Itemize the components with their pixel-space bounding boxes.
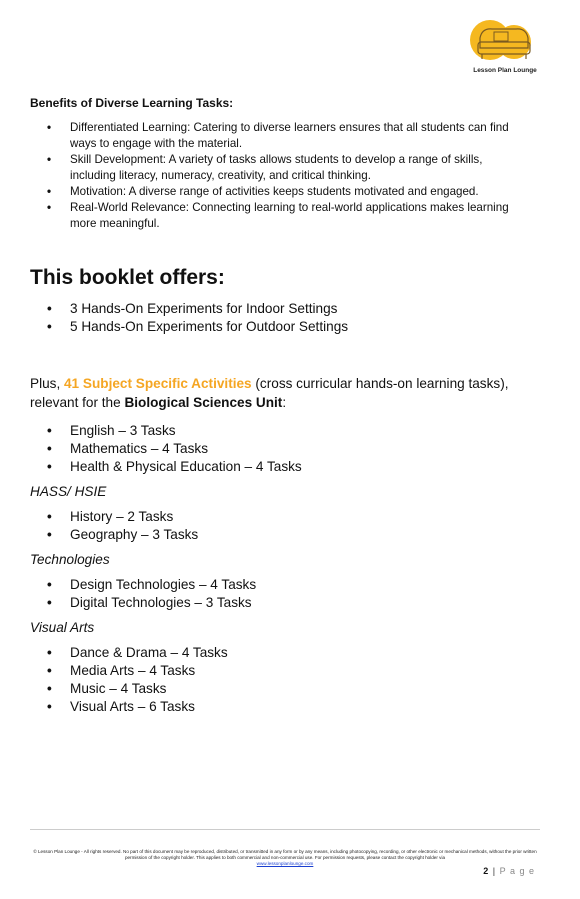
booklet-heading: This booklet offers: [30,266,225,289]
list-item: • English – 3 Tasks [30,422,530,440]
list-item: • Geography – 3 Tasks [30,526,530,544]
list-item: • Health & Physical Education – 4 Tasks [30,458,530,476]
list-item: • Design Technologies – 4 Tasks [30,576,530,594]
visual-arts-label: Visual Arts [30,620,95,635]
list-item: • Digital Technologies – 3 Tasks [30,594,530,612]
list-item: • 5 Hands-On Experiments for Outdoor Settings [30,318,530,336]
unit-name: Biological Sciences Unit [124,395,283,410]
plus-paragraph [30,374,530,412]
core-subjects-list [30,422,530,476]
page-content [30,96,530,716]
list-item: • Real-World Relevance: Connecting learning to real-world applications makes learning more meaningful. [30,200,530,232]
list-item: • Mathematics – 4 Tasks [30,440,530,458]
list-item: • History – 2 Tasks [30,508,530,526]
benefits-heading: Benefits of Diverse Learning Tasks: [30,96,234,110]
logo-text: Lesson Plan Lounge [473,67,537,74]
list-item: • Differentiated Learning: Catering to diverse learners ensures that all students can find ways to engage with the material. [30,120,530,152]
visual-arts-list [30,644,530,716]
page-number [483,866,535,876]
plus-prefix: Plus, [30,376,64,391]
list-item: • Media Arts – 4 Tasks [30,662,530,680]
plus-middle: (cross curricular hands-on learning tasks), relevant for the [30,376,509,410]
booklet-list [30,300,530,336]
list-item: • Visual Arts – 6 Tasks [30,698,530,716]
copyright-notice [30,849,540,867]
technologies-list [30,576,530,612]
subject-activities-highlight: 41 Subject Specific Activities [64,376,252,391]
list-item: • Music – 4 Tasks [30,680,530,698]
list-item: • Skill Development: A variety of tasks allows students to develop a range of skills, including literacy, numeracy, creativity, and critical thinking. [30,152,530,184]
copyright-text: © Lesson Plan Lounge - All rights reserved. No part of this document may be reproduced, distributed, or transmitted in any form or by any means, including photocopying, recording, or other electronic or mechanical methods, without the prior written permission of the copyright holder. This applies to both commercial and non-commercial use. For permission requests, please contact the copyright holder via [33,849,537,860]
plus-suffix: : [282,395,287,410]
technologies-label: Technologies [30,552,110,567]
footer-divider [30,829,540,830]
page-separator: | [489,866,500,876]
page-word: P a g e [499,866,535,876]
hass-list [30,508,530,544]
list-item: • Motivation: A diverse range of activities keeps students motivated and engaged. [30,184,530,200]
page-number-value: 2 [483,866,490,876]
benefits-list [30,120,530,232]
list-item: • 3 Hands-On Experiments for Indoor Settings [30,300,530,318]
list-item: • Dance & Drama – 4 Tasks [30,644,530,662]
website-link[interactable]: www.lessonplanlounge.com [256,861,314,866]
hass-label: HASS/ HSIE [30,484,107,499]
